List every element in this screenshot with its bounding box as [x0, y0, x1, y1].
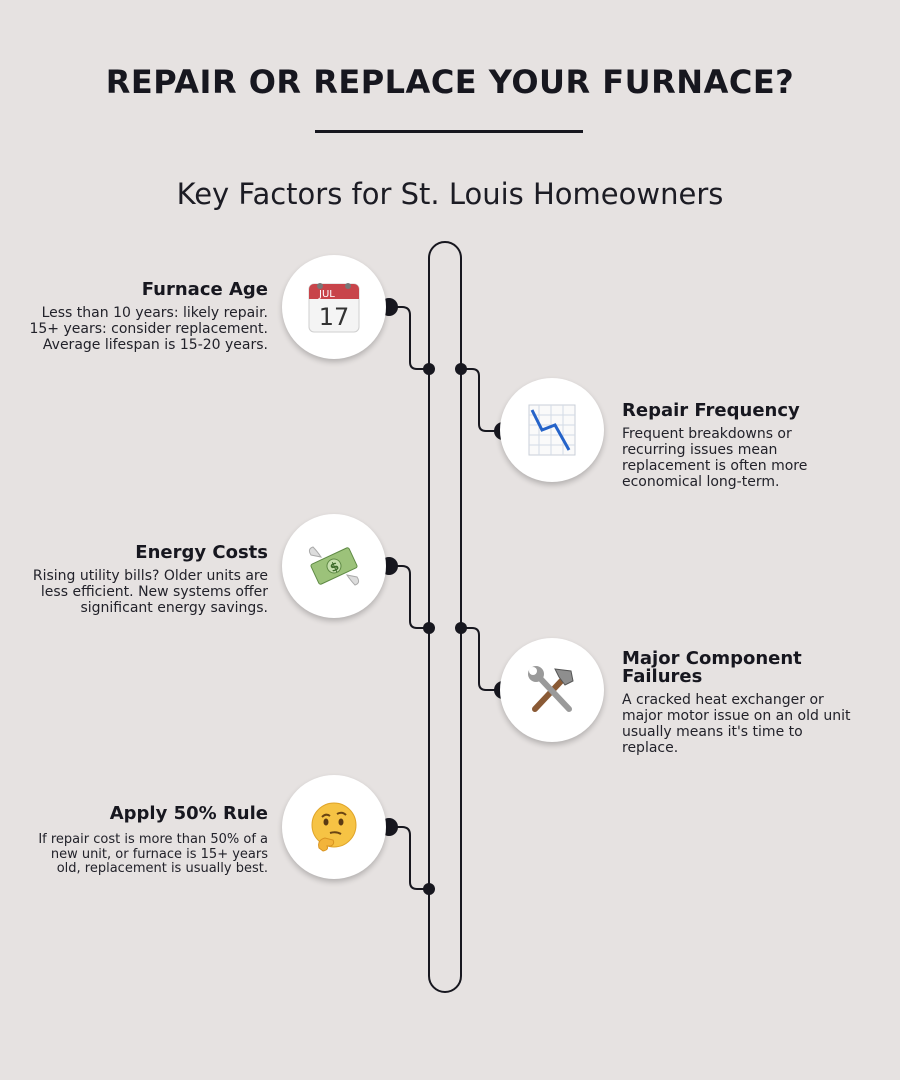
chart-decreasing-icon — [527, 403, 577, 457]
connector-component-failures — [461, 628, 503, 690]
factor-description: A cracked heat exchanger or major motor issue on an old unit usually means it's time to replace. — [622, 692, 851, 756]
thinking-face-icon — [307, 800, 361, 854]
factor-energy-costs — [28, 544, 268, 616]
track-dot — [455, 363, 467, 375]
icon-circle-energy-costs — [282, 514, 386, 618]
connector-50-rule — [389, 827, 429, 889]
factor-title: Energy Costs — [135, 542, 268, 563]
factor-title: Major Component Failures — [622, 648, 802, 687]
connector-energy-costs — [389, 566, 429, 628]
icon-circle-repair-frequency — [500, 378, 604, 482]
money-with-wings-icon — [305, 541, 363, 591]
page-title: REPAIR OR REPLACE YOUR FURNACE? — [105, 63, 795, 101]
factor-description: Less than 10 years: likely repair. 15+ years: consider replacement. Average lifespan is 15-20 years. — [29, 305, 268, 353]
track-dot — [455, 622, 467, 634]
svg-text:17: 17 — [318, 303, 350, 331]
factor-title: Furnace Age — [141, 279, 268, 300]
factor-repair-frequency — [622, 402, 852, 490]
connector-furnace-age — [389, 307, 429, 369]
factor-description: If repair cost is more than 50% of a new unit, or furnace is 15+ years old, replacement is usually best. — [38, 832, 268, 876]
connector-repair-frequency — [461, 369, 503, 431]
factor-description: Rising utility bills? Older units are less efficient. New systems offer significant energy savings. — [32, 568, 268, 616]
track-dot — [423, 363, 435, 375]
factor-title: Repair Frequency — [622, 400, 800, 421]
factor-50-rule — [28, 805, 268, 877]
page-subtitle: Key Factors for St. Louis Homeowners — [176, 177, 724, 212]
hammer-and-wrench-icon — [525, 663, 579, 717]
factor-component-failures — [622, 650, 852, 756]
calendar-icon — [305, 278, 363, 336]
icon-circle-furnace-age — [282, 255, 386, 359]
svg-text:JUL: JUL — [319, 289, 335, 300]
icon-circle-50-rule — [282, 775, 386, 879]
icon-circle-component-failures — [500, 638, 604, 742]
factor-title: Apply 50% Rule — [109, 803, 268, 824]
timeline-track — [429, 242, 461, 992]
factor-furnace-age — [28, 281, 268, 353]
track-dot — [423, 883, 435, 895]
svg-text:$: $ — [327, 558, 342, 576]
track-dot — [423, 622, 435, 634]
factor-description: Frequent breakdowns or recurring issues mean replacement is often more economical long-term. — [622, 426, 808, 490]
